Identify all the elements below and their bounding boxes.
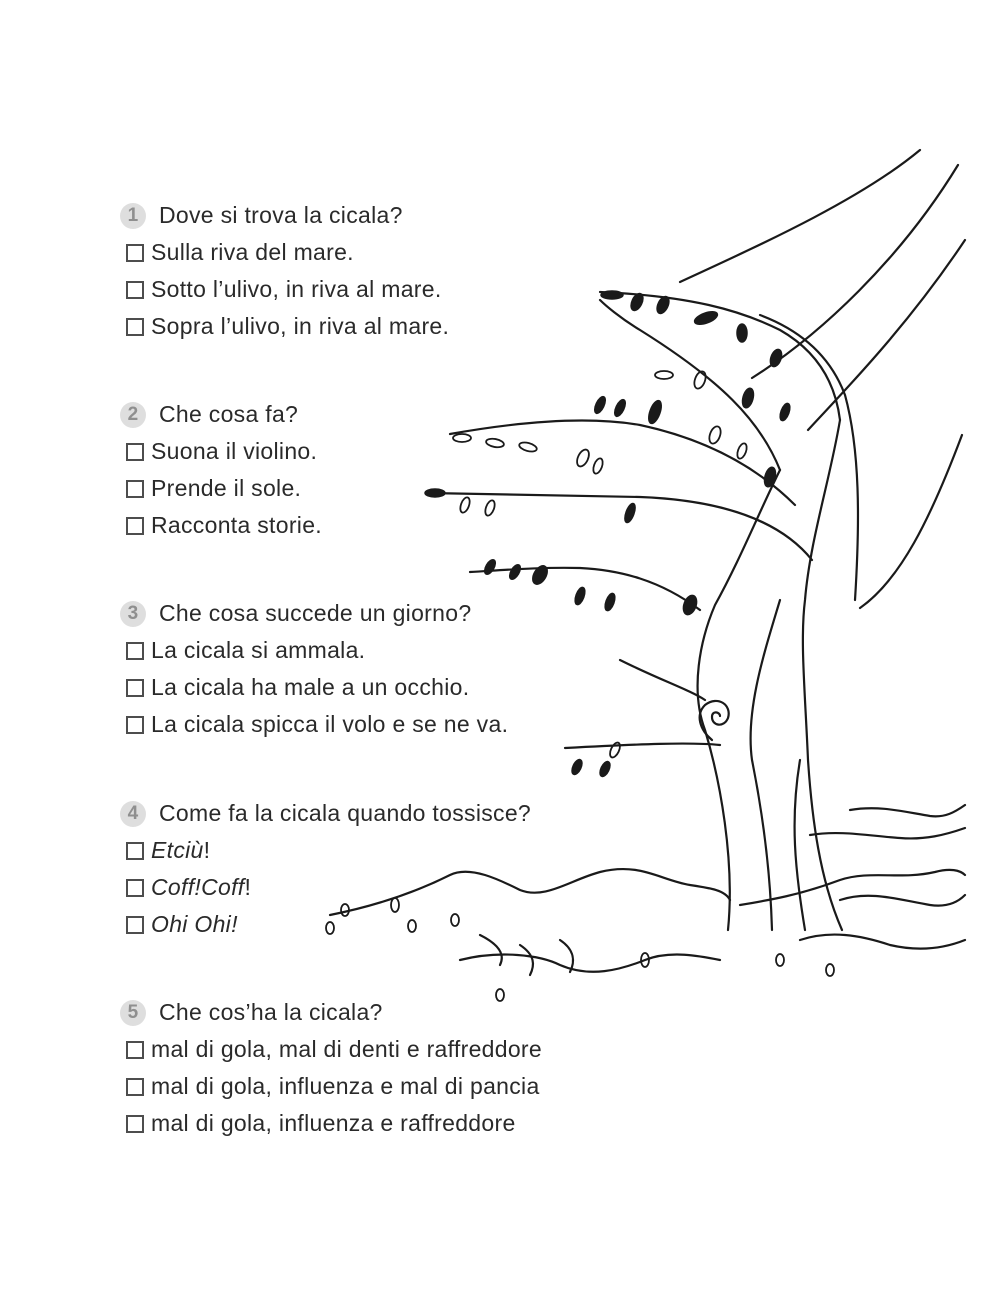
option-checkbox[interactable] (120, 1031, 542, 1068)
checkbox-empty-icon[interactable] (126, 842, 144, 860)
option-checkbox[interactable] (120, 308, 449, 345)
question-5 (120, 994, 542, 1142)
option-label: Sulla riva del mare. (151, 239, 354, 265)
option-checkbox[interactable] (120, 669, 508, 706)
question-4 (120, 795, 531, 943)
checkbox-empty-icon[interactable] (126, 1078, 144, 1096)
option-checkbox[interactable] (120, 433, 322, 470)
option-label: La cicala ha male a un occhio. (151, 674, 470, 700)
option-label-italic: Etciù (151, 837, 204, 863)
checkbox-empty-icon[interactable] (126, 716, 144, 734)
checkbox-empty-icon[interactable] (126, 443, 144, 461)
question-number-badge: 2 (120, 402, 146, 428)
checkbox-empty-icon[interactable] (126, 244, 144, 262)
question-4-prompt (120, 795, 531, 832)
option-checkbox[interactable] (120, 706, 508, 743)
checkbox-empty-icon[interactable] (126, 517, 144, 535)
checkbox-empty-icon[interactable] (126, 679, 144, 697)
question-number-badge: 1 (120, 203, 146, 229)
checkbox-empty-icon[interactable] (126, 480, 144, 498)
checkbox-empty-icon[interactable] (126, 1115, 144, 1133)
checkbox-empty-icon[interactable] (126, 916, 144, 934)
option-checkbox[interactable] (120, 507, 322, 544)
option-label: La cicala si ammala. (151, 637, 366, 663)
question-number-badge: 3 (120, 601, 146, 627)
option-label-suffix: ! (203, 837, 211, 863)
option-label: mal di gola, influenza e raffreddore (151, 1110, 516, 1136)
checkbox-empty-icon[interactable] (126, 1041, 144, 1059)
option-checkbox[interactable] (120, 906, 531, 943)
question-text: Che cos’ha la cicala? (159, 999, 383, 1025)
question-text: Che cosa fa? (159, 401, 299, 427)
option-checkbox[interactable] (120, 271, 449, 308)
question-3 (120, 595, 508, 743)
option-checkbox[interactable] (120, 470, 322, 507)
option-label: mal di gola, influenza e mal di pancia (151, 1073, 540, 1099)
checkbox-empty-icon[interactable] (126, 281, 144, 299)
question-2 (120, 396, 322, 544)
option-checkbox[interactable] (120, 832, 531, 869)
question-text: Che cosa succede un giorno? (159, 600, 472, 626)
question-2-prompt (120, 396, 322, 433)
option-checkbox[interactable] (120, 234, 449, 271)
checkbox-empty-icon[interactable] (126, 642, 144, 660)
option-label: mal di gola, mal di denti e raffreddore (151, 1036, 542, 1062)
option-label-suffix: ! (244, 874, 252, 900)
option-checkbox[interactable] (120, 1105, 542, 1142)
question-number-badge: 4 (120, 801, 146, 827)
question-text: Come fa la cicala quando tossisce? (159, 800, 532, 826)
option-checkbox[interactable] (120, 1068, 542, 1105)
question-5-prompt (120, 994, 542, 1031)
option-label: Racconta storie. (151, 512, 322, 538)
option-label: La cicala spicca il volo e se ne va. (151, 711, 509, 737)
option-label: Sopra l’ulivo, in riva al mare. (151, 313, 450, 339)
question-text: Dove si trova la cicala? (159, 202, 403, 228)
option-label: Suona il violino. (151, 438, 318, 464)
checkbox-empty-icon[interactable] (126, 318, 144, 336)
option-label-italic: Ohi Ohi! (151, 911, 238, 937)
option-label-italic: Coff!Coff (151, 874, 245, 900)
option-label: Prende il sole. (151, 475, 302, 501)
question-1 (120, 197, 449, 345)
option-checkbox[interactable] (120, 869, 531, 906)
question-number-badge: 5 (120, 1000, 146, 1026)
checkbox-empty-icon[interactable] (126, 879, 144, 897)
option-checkbox[interactable] (120, 632, 508, 669)
question-1-prompt (120, 197, 449, 234)
option-label: Sotto l’ulivo, in riva al mare. (151, 276, 442, 302)
question-3-prompt (120, 595, 508, 632)
